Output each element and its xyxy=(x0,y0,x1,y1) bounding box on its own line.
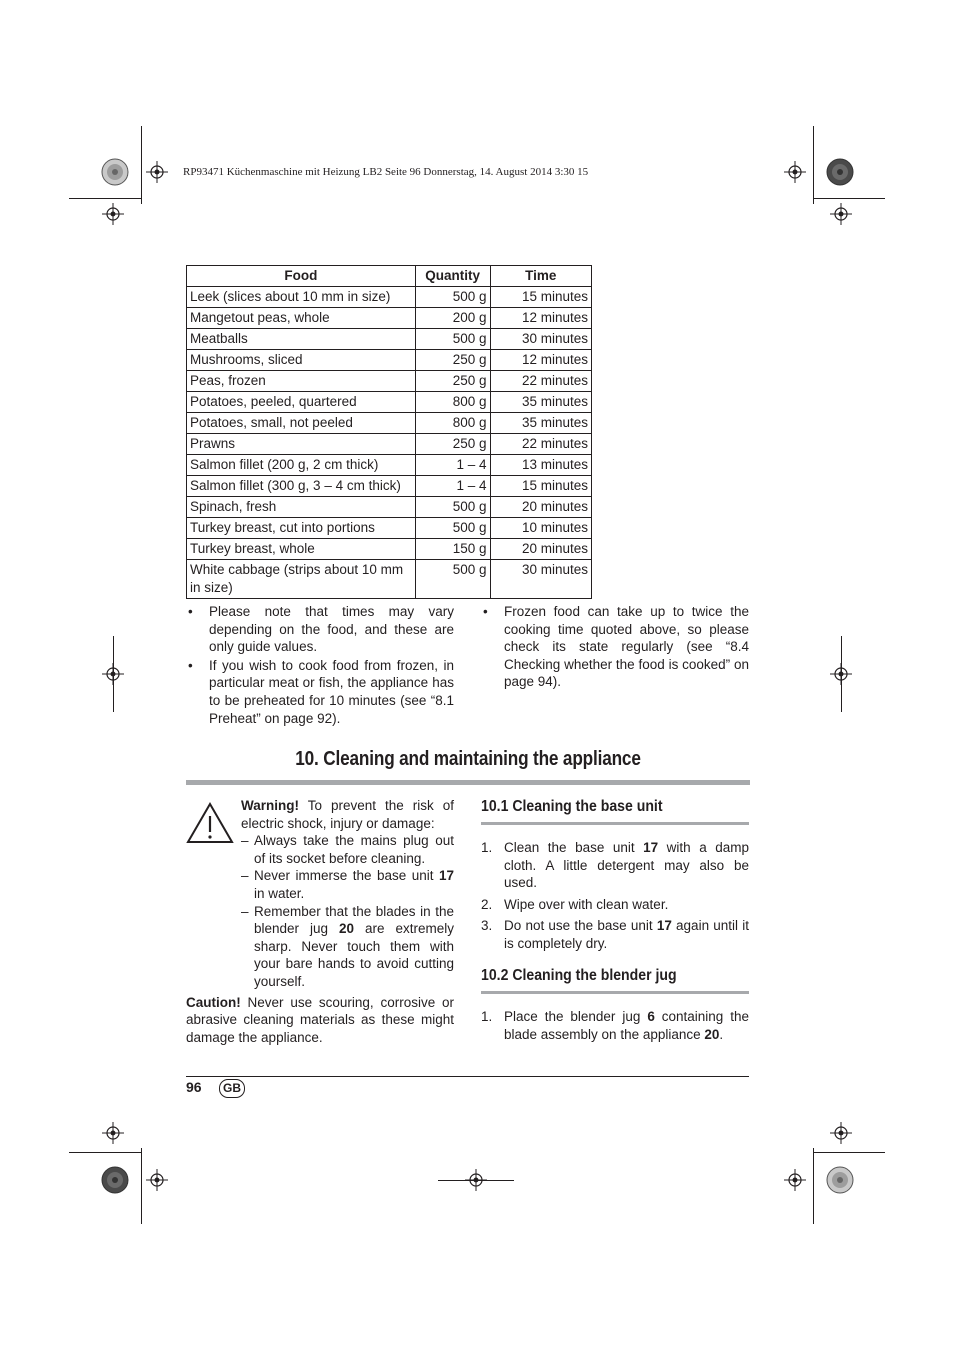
section-cleaning-blender-jug xyxy=(481,967,749,1047)
table-row xyxy=(187,518,592,539)
cell-quantity: 500 g xyxy=(415,497,490,518)
chapter-title: 10. Cleaning and maintaining the appliance xyxy=(295,748,641,770)
warning-item xyxy=(241,832,454,867)
warning-item-text: Remember that the blades in the blender jug xyxy=(254,903,454,937)
registration-mark-icon xyxy=(146,1169,168,1191)
registration-mark-icon xyxy=(830,1122,852,1144)
caution-label: Caution! xyxy=(186,994,241,1010)
cell-quantity: 500 g xyxy=(415,518,490,539)
step-text: again until it is completely dry. xyxy=(504,918,749,951)
registration-mark-icon xyxy=(102,663,124,685)
table-row xyxy=(187,329,592,350)
cell-time: 20 minutes xyxy=(490,539,591,560)
step-item xyxy=(481,1008,749,1043)
crop-mark xyxy=(69,1152,141,1153)
cell-time: 30 minutes xyxy=(490,329,591,350)
table-row xyxy=(187,371,592,392)
section-divider xyxy=(481,822,749,825)
registration-mark-icon xyxy=(830,663,852,685)
cell-food: Potatoes, peeled, quartered xyxy=(187,392,416,413)
part-number: 17 xyxy=(643,840,659,855)
cell-food: Peas, frozen xyxy=(187,371,416,392)
crop-mark xyxy=(813,126,814,204)
cell-food: Mushrooms, sliced xyxy=(187,350,416,371)
cell-time: 20 minutes xyxy=(490,497,591,518)
table-row xyxy=(187,560,592,599)
table-row xyxy=(187,434,592,455)
color-dial-icon xyxy=(826,1166,854,1194)
header-time: Time xyxy=(490,266,591,287)
crop-mark xyxy=(141,1148,142,1224)
steps-list xyxy=(481,839,749,953)
cell-time: 15 minutes xyxy=(490,287,591,308)
cell-quantity: 500 g xyxy=(415,329,490,350)
table-row xyxy=(187,287,592,308)
part-number: 6 xyxy=(647,1009,655,1024)
crop-mark xyxy=(813,1152,885,1153)
cell-food: Prawns xyxy=(187,434,416,455)
cell-time: 13 minutes xyxy=(490,455,591,476)
chapter-divider xyxy=(186,780,750,785)
step-item xyxy=(481,839,749,892)
cell-food: Meatballs xyxy=(187,329,416,350)
warning-item xyxy=(241,867,454,902)
header-quantity: Quantity xyxy=(415,266,490,287)
warning-item-text: Always take the mains plug out of its socket before cleaning. xyxy=(254,833,454,866)
crop-mark xyxy=(141,126,142,204)
warning-block xyxy=(186,797,454,1046)
table-row xyxy=(187,413,592,434)
step-text: . xyxy=(719,1026,724,1042)
color-dial-icon xyxy=(101,1166,129,1194)
table-row xyxy=(187,539,592,560)
registration-mark-icon xyxy=(465,1169,487,1191)
cell-food: Turkey breast, whole xyxy=(187,539,416,560)
cell-food: Leek (slices about 10 mm in size) xyxy=(187,287,416,308)
cell-time: 30 minutes xyxy=(490,560,591,599)
caution-text xyxy=(186,994,454,1047)
cell-quantity: 800 g xyxy=(415,413,490,434)
table-header-row xyxy=(187,266,592,287)
print-header: RP93471 Küchenmaschine mit Heizung LB2 Seite 96 Donnerstag, 14. August 2014 3:30 15 xyxy=(183,166,589,178)
part-number: 17 xyxy=(438,868,454,884)
caution-body: Never use scouring, corrosive or abrasive cleaning materials as these might damage the appliance. xyxy=(186,994,454,1045)
warning-item-text: are extremely sharp. Never touch them with your bare hands to avoid cutting yourself. xyxy=(254,921,454,989)
step-text: Clean the base unit xyxy=(504,840,644,855)
section-title: 10.1 Cleaning the base unit xyxy=(481,798,663,815)
cell-time: 22 minutes xyxy=(490,434,591,455)
registration-mark-icon xyxy=(784,1169,806,1191)
step-text: with a damp cloth. A little detergent may also be used. xyxy=(504,840,749,891)
cell-time: 12 minutes xyxy=(490,308,591,329)
steps-list xyxy=(481,1008,749,1043)
cell-quantity: 800 g xyxy=(415,392,490,413)
cell-food: Salmon fillet (200 g, 2 cm thick) xyxy=(187,455,416,476)
part-number: 20 xyxy=(704,1026,720,1042)
warning-list xyxy=(241,832,454,990)
cell-food: Spinach, fresh xyxy=(187,497,416,518)
cell-time: 12 minutes xyxy=(490,350,591,371)
table-row xyxy=(187,350,592,371)
section-divider xyxy=(481,991,749,994)
cell-time: 22 minutes xyxy=(490,371,591,392)
step-text: Do not use the base unit xyxy=(504,918,657,934)
cell-quantity: 500 g xyxy=(415,287,490,308)
registration-mark-icon xyxy=(830,203,852,225)
cell-food: Turkey breast, cut into portions xyxy=(187,518,416,539)
step-item xyxy=(481,896,749,914)
crop-mark xyxy=(813,1148,814,1224)
step-text: Wipe over with clean water. xyxy=(504,896,669,912)
section-title: 10.2 Cleaning the blender jug xyxy=(481,967,677,984)
section-cleaning-base-unit xyxy=(481,798,749,957)
cell-time: 15 minutes xyxy=(490,476,591,497)
header-food: Food xyxy=(187,266,416,287)
cell-quantity: 250 g xyxy=(415,350,490,371)
page-number: 96 xyxy=(186,1079,202,1095)
warning-item-text: Never immerse the base unit xyxy=(254,868,439,884)
cell-quantity: 500 g xyxy=(415,560,490,599)
table-row xyxy=(187,308,592,329)
crop-mark xyxy=(813,198,885,199)
cooking-times-table xyxy=(186,265,592,599)
notes-left xyxy=(186,603,454,728)
registration-mark-icon xyxy=(102,203,124,225)
warning-triangle-icon xyxy=(186,801,234,845)
warning-item-text: in water. xyxy=(254,885,305,901)
cell-quantity: 1 – 4 xyxy=(415,476,490,497)
cell-food: Salmon fillet (300 g, 3 – 4 cm thick) xyxy=(187,476,416,497)
notes-right xyxy=(481,603,749,692)
cell-quantity: 1 – 4 xyxy=(415,455,490,476)
step-item xyxy=(481,917,749,952)
cell-time: 10 minutes xyxy=(490,518,591,539)
table-row xyxy=(187,497,592,518)
registration-mark-icon xyxy=(146,161,168,183)
cell-quantity: 250 g xyxy=(415,371,490,392)
step-number: 2. xyxy=(481,896,493,912)
step-text: containing the blade assembly on the appliance xyxy=(504,1009,749,1042)
part-number: 20 xyxy=(339,921,355,937)
registration-mark-icon xyxy=(784,161,806,183)
table-row xyxy=(187,392,592,413)
warning-intro: To prevent the risk of electric shock, injury or damage: xyxy=(241,798,454,831)
warning-text xyxy=(241,797,454,832)
registration-mark-icon xyxy=(102,1122,124,1144)
country-badge: GB xyxy=(219,1079,245,1098)
note-item: • Please note that times may vary depending on the food, and these are only guide values. xyxy=(186,603,454,656)
step-number: 1. xyxy=(481,840,493,855)
table-row xyxy=(187,455,592,476)
warning-label: Warning! xyxy=(241,798,299,813)
note-item: • Frozen food can take up to twice the cooking time quoted above, so please check its state regularly (see “8.4 Checking whether the food is cooked” on page 94). xyxy=(481,603,749,691)
step-number: 3. xyxy=(481,918,493,934)
part-number: 17 xyxy=(656,918,672,934)
color-dial-icon xyxy=(826,158,854,186)
warning-item xyxy=(241,903,454,991)
cell-food: White cabbage (strips about 10 mm in size) xyxy=(187,560,416,599)
color-dial-icon xyxy=(101,158,129,186)
cell-time: 35 minutes xyxy=(490,392,591,413)
footer-divider xyxy=(186,1076,749,1077)
cell-food: Mangetout peas, whole xyxy=(187,308,416,329)
cell-quantity: 250 g xyxy=(415,434,490,455)
cell-time: 35 minutes xyxy=(490,413,591,434)
step-text: Place the blender jug xyxy=(504,1009,648,1024)
table-row xyxy=(187,476,592,497)
note-item: • If you wish to cook food from frozen, in particular meat or fish, the appliance has to be preheated for 10 minutes (see “8.1 Preheat” on page 92). xyxy=(186,657,454,727)
cell-quantity: 200 g xyxy=(415,308,490,329)
step-number: 1. xyxy=(481,1009,493,1024)
cell-food: Potatoes, small, not peeled xyxy=(187,413,416,434)
crop-mark xyxy=(69,198,141,199)
cell-quantity: 150 g xyxy=(415,539,490,560)
